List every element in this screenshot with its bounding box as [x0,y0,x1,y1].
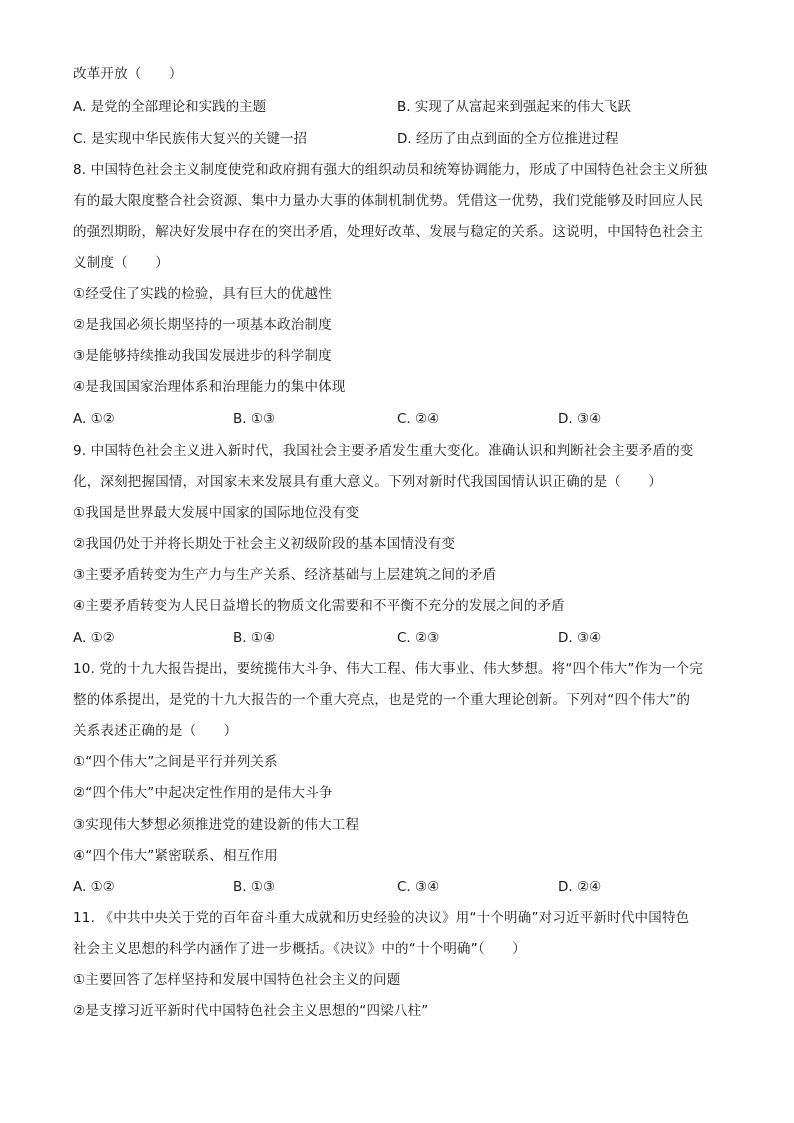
q10-stem-line: 10. 党的十九大报告提出，要统揽伟大斗争、伟大工程、伟大事业、伟大梦想。将“四个伟大”作为一个完 [73,661,704,677]
q8-option-a: A. ①② [73,411,115,427]
q11-stem-line: 11. 《中共中央关于党的百年奋斗重大成就和历史经验的决议》用“十个明确”对习近平新时代中国特色 [73,910,690,926]
q8-item: ④是我国国家治理体系和治理能力的集中体现 [73,379,346,395]
q10-item: ④“四个伟大”紧密联系、相互作用 [73,848,278,864]
q9-item: ③主要矛盾转变为生产力与生产关系、经济基础与上层建筑之间的矛盾 [73,567,497,583]
q8-stem-line: 义制度（ ） [73,255,169,271]
q10-stem-line: 关系表述正确的是（ ） [73,723,238,739]
q9-option-b: B. ①④ [233,630,276,646]
q10-item: ②“四个伟大”中起决定性作用的是伟大斗争 [73,785,333,801]
q7-option-b: B. 实现了从富起来到强起来的伟大飞跃 [397,99,631,115]
q8-item: ①经受住了实践的检验，具有巨大的优越性 [73,286,332,302]
q7-option-a: A. 是党的全部理论和实践的主题 [73,99,267,115]
q7-option-c: C. 是实现中华民族伟大复兴的关键一招 [73,131,308,147]
q9-stem-line: 化，深刻把握国情，对国家未来发展具有重大意义。下列对新时代我国国情认识正确的是（ ） [73,474,663,490]
q9-option-c: C. ②③ [397,630,440,646]
q10-option-b: B. ①③ [233,879,276,895]
q9-item: ①我国是世界最大发展中国家的国际地位没有变 [73,505,360,521]
q10-item: ①“四个伟大”之间是平行并列关系 [73,754,278,770]
q10-option-d: D. ②④ [558,879,602,895]
q7-stem-tail: 改革开放（ ） [73,66,183,82]
q8-item: ②是我国必须长期坚持的一项基本政治制度 [73,317,332,333]
q11-item: ②是支撑习近平新时代中国特色社会主义思想的“四梁八柱” [73,1003,429,1019]
q11-stem-line: 社会主义思想的科学内涵作了进一步概括。《决议》中的“十个明确”（ ） [73,941,526,957]
q8-item: ③是能够持续推动我国发展进步的科学制度 [73,348,332,364]
q8-option-c: C. ②④ [397,411,440,427]
q8-option-b: B. ①③ [233,411,276,427]
q8-stem-line: 8. 中国特色社会主义制度使党和政府拥有强大的组织动员和统筹协调能力，形成了中国特色社会主义所独 [73,162,708,178]
q10-item: ③实现伟大梦想必须推进党的建设新的伟大工程 [73,817,360,833]
q8-stem-line: 的强烈期盼，解决好发展中存在的突出矛盾，处理好改革、发展与稳定的关系。这说明，中国特色社会主 [73,224,704,240]
q10-option-c: C. ③④ [397,879,440,895]
q8-stem-line: 有的最大限度整合社会资源、集中力量办大事的体制机制优势。凭借这一优势，我们党能够及时回应人民 [73,193,704,209]
q9-item: ②我国仍处于并将长期处于社会主义初级阶段的基本国情没有变 [73,536,456,552]
q9-stem-line: 9. 中国特色社会主义进入新时代，我国社会主要矛盾发生重大变化。准确认识和判断社会主要矛盾的变 [73,443,694,459]
q10-stem-line: 整的体系提出，是党的十九大报告的一个重大亮点，也是党的一个重大理论创新。下列对“四个伟大”的 [73,692,691,708]
q10-option-a: A. ①② [73,879,115,895]
q8-option-d: D. ③④ [558,411,602,427]
q9-option-d: D. ③④ [558,630,602,646]
q11-item: ①主要回答了怎样坚持和发展中国特色社会主义的问题 [73,972,401,988]
q9-item: ④主要矛盾转变为人民日益增长的物质文化需要和不平衡不充分的发展之间的矛盾 [73,598,565,614]
q7-option-d: D. 经历了由点到面的全方位推进过程 [397,131,619,147]
q9-option-a: A. ①② [73,630,115,646]
